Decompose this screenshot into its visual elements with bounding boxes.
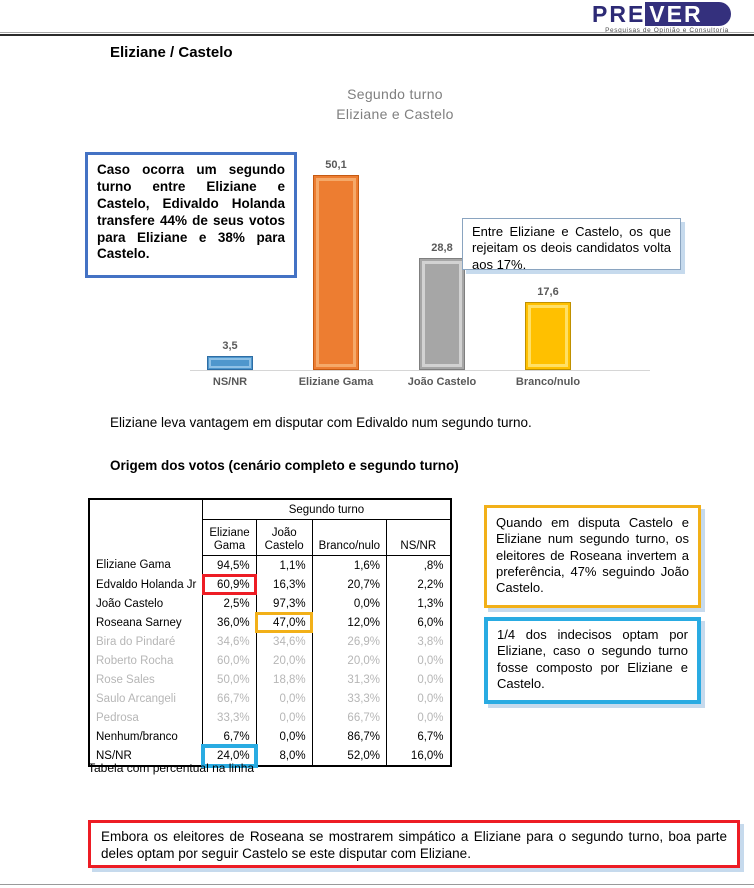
table-corner-cell — [89, 499, 203, 556]
column-header: João Castelo — [256, 520, 312, 556]
table-cell: 2,5% — [203, 594, 256, 613]
table-cell: 0,0% — [387, 708, 451, 727]
table-cell: 26,9% — [312, 632, 386, 651]
table-row — [89, 651, 451, 670]
callout-conclusion: Embora os eleitores de Roseana se mostrarem simpático a Eliziane para o segundo turno, boa parte deles optam por seguir Castelo se este disputar com Eliziane. — [88, 820, 740, 868]
callout-undecided: 1/4 dos indecisos optam por Eliziane, caso o segundo turno fosse composto por Eliziane e Castelo. — [484, 617, 701, 704]
table-cell: 33,3% — [312, 689, 386, 708]
table-cell: 66,7% — [203, 689, 256, 708]
bar-value-label: 28,8 — [431, 242, 453, 254]
table-cell: 0,0% — [256, 727, 312, 746]
prever-logo — [592, 2, 742, 34]
table-cell: 8,0% — [256, 746, 312, 766]
table-cell: 2,2% — [387, 575, 451, 594]
chart-title-line2: Eliziane e Castelo — [336, 106, 454, 122]
bar-value-label: 17,6 — [537, 286, 559, 298]
table-cell: 66,7% — [312, 708, 386, 727]
chart-title-line1: Segundo turno — [347, 86, 443, 102]
table-cell: 52,0% — [312, 746, 386, 766]
column-header: NS/NR — [387, 520, 451, 556]
row-label: Edvaldo Holanda Jr — [96, 578, 197, 591]
table-cell: 31,3% — [312, 670, 386, 689]
row-label: Roberto Rocha — [96, 654, 174, 667]
bar-bevel — [316, 178, 356, 367]
table-cell: 60,0% — [203, 651, 256, 670]
table-cell: 6,7% — [387, 727, 451, 746]
bar-bevel — [528, 305, 568, 367]
highlighted-table-cell: 24,0% — [203, 746, 256, 766]
table-cell: ,8% — [387, 556, 451, 576]
category-label: NS/NR — [212, 376, 248, 388]
table-group-header: Segundo turno — [203, 499, 451, 520]
table-cell: 34,6% — [256, 632, 312, 651]
row-label: Nenhum/branco — [96, 730, 178, 743]
callout-rejection: Entre Eliziane e Castelo, os que rejeitam os deois candidatos volta aos 17%. — [462, 218, 681, 270]
table-cell: 20,0% — [312, 651, 386, 670]
table-row — [89, 708, 451, 727]
table-cell: 20,7% — [312, 575, 386, 594]
category-label: Branco/nulo — [515, 376, 581, 388]
table-cell: 16,3% — [256, 575, 312, 594]
top-rule-dark — [0, 34, 754, 36]
table-cell: 0,0% — [387, 689, 451, 708]
table-row — [89, 575, 451, 594]
table-cell: 3,8% — [387, 632, 451, 651]
table-row — [89, 632, 451, 651]
row-label: Roseana Sarney — [96, 616, 182, 629]
table-footnote: Tabela com percentual na linha — [88, 761, 255, 775]
table-cell: 20,0% — [256, 651, 312, 670]
table-cell: 1,3% — [387, 594, 451, 613]
table-row — [89, 670, 451, 689]
callout-roseana: Quando em disputa Castelo e Eliziane num segundo turno, os eleitores de Roseana invertem a preferência, 47% seguindo João Castelo. — [484, 505, 701, 608]
table-cell: 97,3% — [256, 594, 312, 613]
bar-bevel — [209, 358, 251, 368]
logo-text-ver: VER — [645, 2, 730, 26]
table-cell: 36,0% — [203, 613, 256, 632]
row-label: Pedrosa — [96, 711, 139, 724]
row-label: João Castelo — [96, 597, 164, 610]
bar-NS/NR — [207, 356, 253, 370]
table-cell: 86,7% — [312, 727, 386, 746]
row-label: Saulo Arcangeli — [96, 692, 176, 705]
table-cell: 0,0% — [387, 651, 451, 670]
table-cell: 16,0% — [387, 746, 451, 766]
table-cell: 1,6% — [312, 556, 386, 576]
row-label: NS/NR — [96, 749, 132, 762]
table-cell: 50,0% — [203, 670, 256, 689]
bar-value-label: 50,1 — [325, 159, 347, 171]
table-row — [89, 613, 451, 632]
prever-logo-wordmark — [592, 2, 742, 26]
bar-Eliziane Gama — [313, 175, 359, 370]
table-cell: 0,0% — [256, 708, 312, 727]
column-header: Eliziane Gama — [203, 520, 256, 556]
section-heading: Origem dos votos (cenário completo e segundo turno) — [110, 458, 459, 473]
table-cell: 34,6% — [203, 632, 256, 651]
category-label: João Castelo — [407, 376, 477, 388]
origin-table-wrapper — [88, 498, 452, 767]
origin-of-votes-table — [88, 498, 452, 767]
highlighted-table-cell: 47,0% — [256, 613, 312, 632]
table-cell: 94,5% — [203, 556, 256, 576]
row-label: Rose Sales — [96, 673, 155, 686]
table-row — [89, 689, 451, 708]
highlighted-table-cell: 60,9% — [203, 575, 256, 594]
logo-text-pre: PRE — [592, 1, 646, 27]
top-rule-light — [0, 32, 754, 33]
table-cell: 6,0% — [387, 613, 451, 632]
table-cell: 6,7% — [203, 727, 256, 746]
chart-title — [265, 84, 525, 124]
chart-caption: Eliziane leva vantagem em disputar com Edivaldo num segundo turno. — [110, 415, 532, 430]
bottom-rule — [0, 884, 754, 885]
table-cell: 0,0% — [387, 670, 451, 689]
bar-João Castelo — [419, 258, 465, 370]
page-title: Eliziane / Castelo — [110, 44, 233, 61]
table-cell: 12,0% — [312, 613, 386, 632]
logo-tagline: Pesquisas de Opinião e Consultoria — [605, 27, 729, 34]
callout-transfer: Caso ocorra um segundo turno entre Eliziane e Castelo, Edivaldo Holanda transfere 44% de seus votos para Eliziane e 38% para Castelo. — [85, 152, 297, 278]
table-row — [89, 594, 451, 613]
table-cell: 1,1% — [256, 556, 312, 576]
category-label: Eliziane Gama — [298, 376, 374, 388]
bar-bevel — [422, 261, 462, 367]
table-cell: 18,8% — [256, 670, 312, 689]
table-row — [89, 556, 451, 576]
column-header: Branco/nulo — [312, 520, 386, 556]
bar-Branco/nulo — [525, 302, 571, 370]
table-row — [89, 727, 451, 746]
table-cell: 0,0% — [256, 689, 312, 708]
row-label: Eliziane Gama — [96, 559, 171, 572]
table-cell: 0,0% — [312, 594, 386, 613]
bar-value-label: 3,5 — [222, 340, 238, 352]
table-cell: 33,3% — [203, 708, 256, 727]
row-label: Bira do Pindaré — [96, 635, 176, 648]
